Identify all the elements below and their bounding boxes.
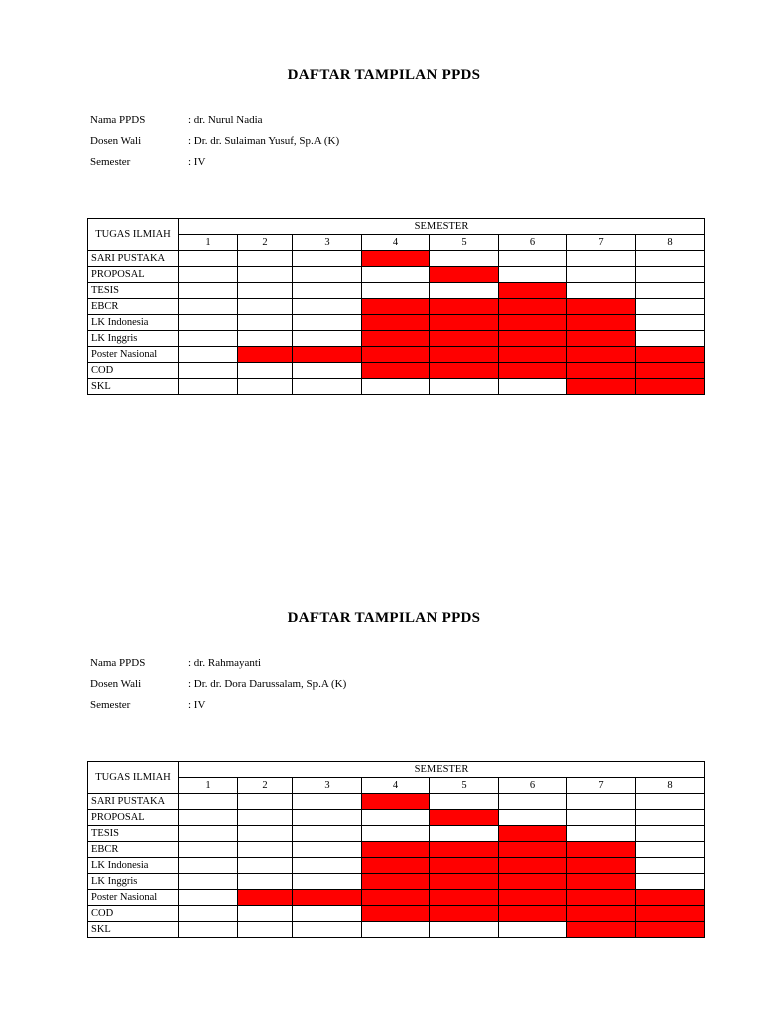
task-name: TESIS	[88, 283, 179, 299]
semester-number: 7	[567, 778, 636, 794]
table-row	[88, 826, 705, 842]
task-name: SKL	[88, 379, 179, 395]
task-name: TESIS	[88, 826, 179, 842]
schedule-cell	[499, 794, 567, 810]
info-label: Semester	[90, 699, 131, 711]
semester-number: 5	[430, 235, 499, 251]
schedule-cell-filled	[567, 379, 636, 395]
schedule-cell	[293, 267, 362, 283]
table-row	[88, 858, 705, 874]
semester-number: 7	[567, 235, 636, 251]
semester-header: SEMESTER	[179, 762, 705, 778]
schedule-cell	[499, 251, 567, 267]
schedule-cell-filled	[362, 858, 430, 874]
schedule-cell-filled	[567, 347, 636, 363]
schedule-cell-filled	[636, 379, 705, 395]
semester-number-row	[88, 235, 705, 251]
table-row	[88, 922, 705, 938]
schedule-cell	[179, 842, 238, 858]
task-name: Poster Nasional	[88, 890, 179, 906]
task-name: SKL	[88, 922, 179, 938]
schedule-cell-filled	[567, 858, 636, 874]
schedule-cell-filled	[499, 826, 567, 842]
schedule-cell	[179, 331, 238, 347]
schedule-cell-filled	[636, 363, 705, 379]
schedule-cell-filled	[362, 794, 430, 810]
schedule-cell	[238, 299, 293, 315]
schedule-cell	[293, 842, 362, 858]
schedule-cell	[238, 267, 293, 283]
info-label: Semester	[90, 156, 131, 168]
semester-number: 1	[179, 235, 238, 251]
schedule-cell	[293, 794, 362, 810]
task-name: COD	[88, 363, 179, 379]
schedule-cell-filled	[430, 842, 499, 858]
schedule-cell-filled	[567, 890, 636, 906]
schedule-cell	[293, 858, 362, 874]
schedule-cell	[179, 267, 238, 283]
schedule-cell	[293, 299, 362, 315]
info-label: Dosen Wali	[90, 135, 142, 147]
schedule-cell	[567, 810, 636, 826]
table-body	[88, 762, 705, 938]
schedule-cell	[636, 315, 705, 331]
info-value: : IV	[188, 156, 206, 168]
schedule-cell-filled	[362, 874, 430, 890]
header-row	[88, 762, 705, 778]
task-name: LK Indonesia	[88, 315, 179, 331]
schedule-cell	[238, 251, 293, 267]
page-title: DAFTAR TAMPILAN PPDS	[287, 610, 481, 626]
schedule-cell	[636, 858, 705, 874]
schedule-cell	[179, 347, 238, 363]
schedule-cell	[179, 315, 238, 331]
semester-number: 6	[499, 235, 567, 251]
schedule-cell	[179, 826, 238, 842]
semester-number: 8	[636, 235, 705, 251]
schedule-cell	[362, 379, 430, 395]
schedule-cell-filled	[499, 331, 567, 347]
schedule-cell	[238, 826, 293, 842]
schedule-cell-filled	[362, 299, 430, 315]
schedule-cell-filled	[499, 874, 567, 890]
table-row	[88, 299, 705, 315]
schedule-cell-filled	[362, 315, 430, 331]
task-name: PROPOSAL	[88, 267, 179, 283]
schedule-cell-filled	[238, 890, 293, 906]
schedule-cell	[362, 826, 430, 842]
schedule-cell	[293, 922, 362, 938]
schedule-cell	[636, 299, 705, 315]
schedule-cell-filled	[499, 842, 567, 858]
schedule-cell	[499, 379, 567, 395]
schedule-cell	[179, 299, 238, 315]
semester-header: SEMESTER	[179, 219, 705, 235]
info-label: Nama PPDS	[90, 657, 146, 669]
schedule-cell	[293, 331, 362, 347]
schedule-cell	[293, 810, 362, 826]
schedule-cell-filled	[567, 922, 636, 938]
table-body	[88, 219, 705, 395]
schedule-cell-filled	[362, 331, 430, 347]
task-name: LK Inggris	[88, 874, 179, 890]
schedule-cell	[179, 251, 238, 267]
schedule-cell	[179, 874, 238, 890]
semester-number: 3	[293, 778, 362, 794]
task-name: LK Inggris	[88, 331, 179, 347]
schedule-cell	[238, 874, 293, 890]
schedule-cell	[238, 810, 293, 826]
schedule-cell-filled	[567, 315, 636, 331]
task-header: TUGAS ILMIAH	[88, 762, 179, 794]
header-row	[88, 219, 705, 235]
schedule-cell	[238, 283, 293, 299]
schedule-cell-filled	[636, 906, 705, 922]
task-name: Poster Nasional	[88, 347, 179, 363]
schedule-cell-filled	[430, 890, 499, 906]
schedule-cell	[293, 251, 362, 267]
schedule-cell	[430, 922, 499, 938]
schedule-cell	[499, 810, 567, 826]
schedule-cell-filled	[567, 299, 636, 315]
schedule-cell-filled	[362, 363, 430, 379]
schedule-cell-filled	[636, 347, 705, 363]
semester-number: 2	[238, 778, 293, 794]
table-row	[88, 379, 705, 395]
schedule-cell	[567, 794, 636, 810]
schedule-cell	[238, 842, 293, 858]
schedule-cell	[636, 842, 705, 858]
schedule-cell-filled	[430, 299, 499, 315]
info-value: : dr. Rahmayanti	[188, 657, 262, 669]
schedule-cell	[636, 810, 705, 826]
schedule-cell-filled	[430, 874, 499, 890]
task-name: PROPOSAL	[88, 810, 179, 826]
table-row	[88, 810, 705, 826]
schedule-cell	[179, 906, 238, 922]
schedule-cell	[179, 363, 238, 379]
info-label: Nama PPDS	[90, 114, 146, 126]
schedule-cell	[499, 267, 567, 283]
semester-number: 5	[430, 778, 499, 794]
schedule-cell-filled	[430, 267, 499, 283]
info-value: : Dr. dr. Dora Darussalam, Sp.A (K)	[188, 678, 347, 690]
schedule-cell	[567, 826, 636, 842]
table-row	[88, 267, 705, 283]
schedule-cell	[238, 794, 293, 810]
schedule-cell	[179, 810, 238, 826]
task-header: TUGAS ILMIAH	[88, 219, 179, 251]
schedule-cell	[430, 283, 499, 299]
schedule-cell-filled	[293, 347, 362, 363]
schedule-cell-filled	[567, 363, 636, 379]
schedule-cell-filled	[362, 906, 430, 922]
info-value: : IV	[188, 699, 206, 711]
schedule-cell	[293, 826, 362, 842]
schedule-cell-filled	[430, 315, 499, 331]
schedule-cell-filled	[430, 347, 499, 363]
task-name: COD	[88, 906, 179, 922]
schedule-cell	[238, 922, 293, 938]
page-title: DAFTAR TAMPILAN PPDS	[287, 67, 481, 83]
schedule-cell	[179, 283, 238, 299]
table-row	[88, 331, 705, 347]
schedule-cell-filled	[499, 906, 567, 922]
task-name: SARI PUSTAKA	[88, 794, 179, 810]
schedule-cell	[238, 906, 293, 922]
schedule-cell	[293, 315, 362, 331]
semester-number: 4	[362, 778, 430, 794]
schedule-cell-filled	[362, 890, 430, 906]
schedule-cell	[238, 331, 293, 347]
semester-number: 4	[362, 235, 430, 251]
schedule-cell	[362, 922, 430, 938]
semester-number: 1	[179, 778, 238, 794]
schedule-cell-filled	[293, 890, 362, 906]
schedule-cell	[293, 906, 362, 922]
table-row	[88, 283, 705, 299]
semester-number: 3	[293, 235, 362, 251]
schedule-cell	[567, 267, 636, 283]
schedule-cell	[179, 890, 238, 906]
info-label: Dosen Wali	[90, 678, 142, 690]
schedule-cell-filled	[499, 363, 567, 379]
schedule-cell-filled	[636, 922, 705, 938]
table-row	[88, 251, 705, 267]
schedule-cell	[636, 331, 705, 347]
schedule-cell	[238, 363, 293, 379]
schedule-cell	[238, 379, 293, 395]
schedule-cell	[293, 379, 362, 395]
schedule-cell	[636, 267, 705, 283]
schedule-cell	[179, 379, 238, 395]
schedule-cell	[636, 283, 705, 299]
schedule-cell	[238, 315, 293, 331]
schedule-cell-filled	[362, 347, 430, 363]
schedule-cell	[179, 858, 238, 874]
schedule-cell	[430, 379, 499, 395]
semester-number: 6	[499, 778, 567, 794]
table-row	[88, 890, 705, 906]
schedule-cell	[238, 858, 293, 874]
schedule-cell-filled	[430, 331, 499, 347]
table-row	[88, 315, 705, 331]
schedule-cell	[362, 283, 430, 299]
schedule-cell-filled	[430, 363, 499, 379]
table-row	[88, 363, 705, 379]
schedule-cell-filled	[567, 906, 636, 922]
schedule-cell	[179, 794, 238, 810]
task-name: EBCR	[88, 299, 179, 315]
schedule-cell	[636, 826, 705, 842]
schedule-cell	[567, 283, 636, 299]
schedule-cell	[362, 267, 430, 283]
schedule-cell-filled	[499, 890, 567, 906]
task-name: SARI PUSTAKA	[88, 251, 179, 267]
schedule-cell-filled	[499, 315, 567, 331]
semester-number: 2	[238, 235, 293, 251]
schedule-cell	[636, 251, 705, 267]
schedule-cell-filled	[430, 810, 499, 826]
task-name: LK Indonesia	[88, 858, 179, 874]
schedule-cell-filled	[499, 347, 567, 363]
schedule-cell-filled	[362, 251, 430, 267]
schedule-cell	[430, 251, 499, 267]
schedule-cell	[430, 826, 499, 842]
tugas-ilmiah-table	[87, 218, 705, 395]
schedule-cell-filled	[430, 906, 499, 922]
table-row	[88, 906, 705, 922]
schedule-cell	[636, 794, 705, 810]
schedule-cell	[499, 922, 567, 938]
schedule-cell	[293, 874, 362, 890]
table-row	[88, 794, 705, 810]
table-row	[88, 842, 705, 858]
schedule-cell	[293, 363, 362, 379]
schedule-cell-filled	[567, 874, 636, 890]
schedule-cell-filled	[567, 331, 636, 347]
schedule-cell	[636, 874, 705, 890]
schedule-cell-filled	[430, 858, 499, 874]
schedule-cell	[179, 922, 238, 938]
schedule-cell	[430, 794, 499, 810]
schedule-cell	[567, 251, 636, 267]
schedule-cell	[293, 283, 362, 299]
semester-number-row	[88, 778, 705, 794]
schedule-cell-filled	[499, 299, 567, 315]
schedule-cell-filled	[499, 858, 567, 874]
info-value: : dr. Nurul Nadia	[188, 114, 263, 126]
tugas-ilmiah-table	[87, 761, 705, 938]
schedule-cell-filled	[567, 842, 636, 858]
table-row	[88, 874, 705, 890]
table-row	[88, 347, 705, 363]
semester-number: 8	[636, 778, 705, 794]
schedule-cell-filled	[238, 347, 293, 363]
schedule-cell-filled	[499, 283, 567, 299]
schedule-cell	[362, 810, 430, 826]
schedule-cell-filled	[362, 842, 430, 858]
task-name: EBCR	[88, 842, 179, 858]
schedule-cell-filled	[636, 890, 705, 906]
info-value: : Dr. dr. Sulaiman Yusuf, Sp.A (K)	[188, 135, 340, 147]
